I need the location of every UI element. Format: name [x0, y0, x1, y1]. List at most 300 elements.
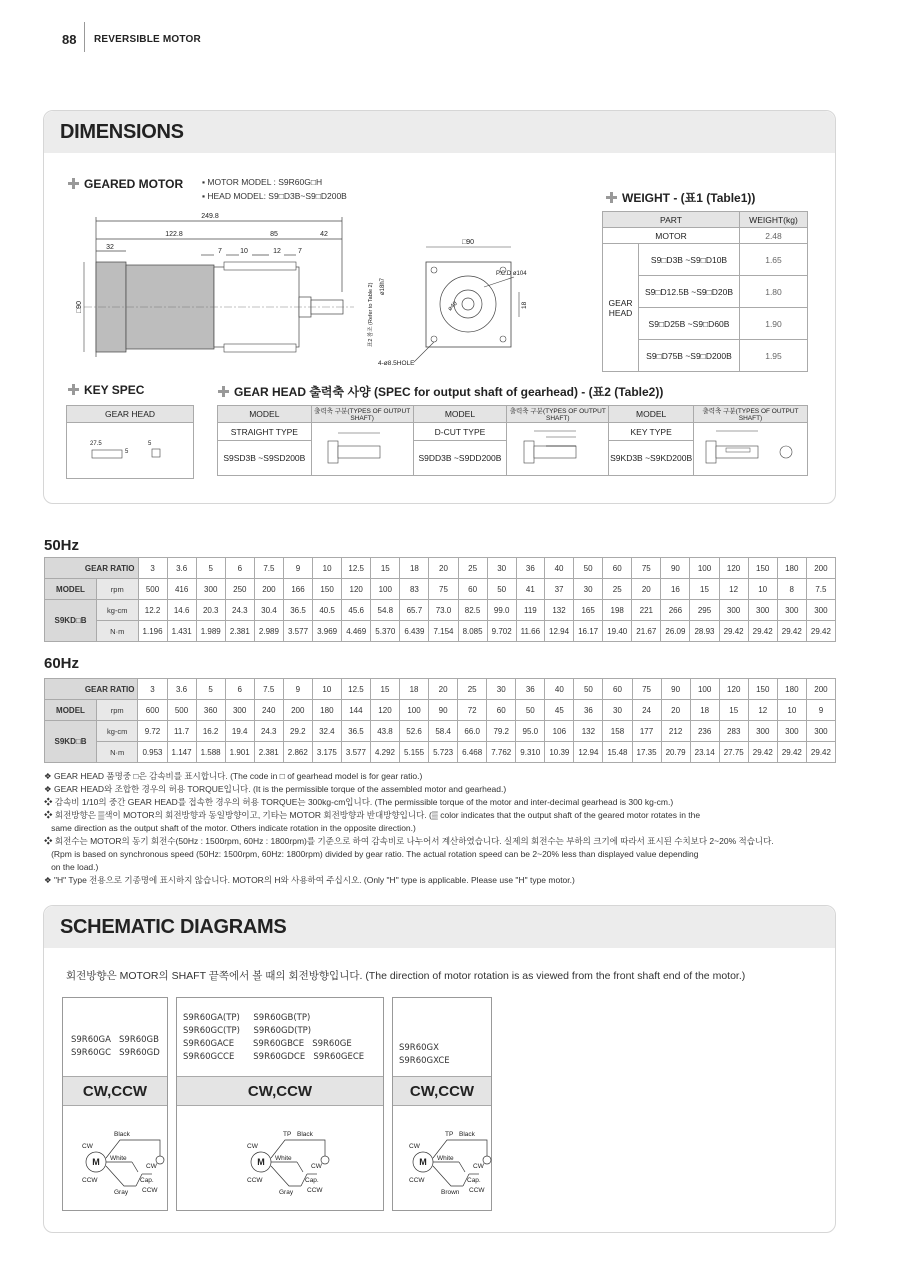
ratio-cell: 25 — [458, 679, 487, 700]
dim-boss: ø40 — [447, 300, 459, 313]
dim-18: 18 — [521, 301, 528, 309]
dim-shaft-dia: ø18h7 — [380, 277, 386, 295]
rpm-cell: 60 — [487, 700, 516, 721]
nm-cell: 1.989 — [196, 621, 225, 642]
nm-cell: 3.175 — [312, 742, 341, 763]
geared-motor-heading — [68, 177, 183, 191]
kgcm-cell: 14.6 — [167, 600, 196, 621]
ratio-cell: 36 — [516, 679, 545, 700]
header-divider — [84, 22, 85, 52]
kgcm-cell: 106 — [545, 721, 574, 742]
nm-cell: 2.381 — [254, 742, 283, 763]
table-50hz-title: 50Hz — [44, 537, 80, 554]
kgcm-cell: 20.3 — [196, 600, 225, 621]
nm-cell: 1.901 — [225, 742, 254, 763]
nm-cell: 4.469 — [342, 621, 371, 642]
note-line: ❖ 감속비 1/10의 중간 GEAR HEAD를 접속한 경우의 허용 TORQUE는 300kg-cm입니다. (The permissible torque of the motor and inter-decimal gearhead is 300 kg-cm.) — [44, 797, 674, 807]
ratio-cell: 7.5 — [254, 679, 283, 700]
plus-icon — [218, 386, 229, 397]
kgcm-cell: 119 — [516, 600, 544, 621]
schematic-model-line: S9R60GA S9R60GB — [71, 1035, 159, 1045]
rpm-cell: 50 — [516, 700, 545, 721]
nm-cell: 12.94 — [574, 742, 603, 763]
rpm-cell: 45 — [545, 700, 574, 721]
dim-32: 32 — [106, 244, 114, 251]
table-60hz-title: 60Hz — [44, 655, 80, 672]
note-line: on the load.) — [44, 862, 99, 872]
rpm-cell: 24 — [632, 700, 661, 721]
kgcm-cell: 221 — [632, 600, 661, 621]
rpm-cell: 600 — [138, 700, 167, 721]
spec-col-type: 출력축 구분(TYPES OF OUTPUT SHAFT) — [693, 406, 807, 423]
schematic-intro: 회전방향은 MOTOR의 SHAFT 끝쪽에서 볼 때의 회전방향입니다. (The direction of motor rotation is as viewed from the front shaft end of the motor.) — [66, 970, 746, 982]
rpm-cell: 50 — [487, 579, 516, 600]
key-shaft-svg — [696, 423, 804, 473]
nm-cell: 8.085 — [458, 621, 487, 642]
nm-cell: 9.310 — [516, 742, 545, 763]
weight-row-value: 1.95 — [740, 340, 808, 372]
kgcm-cell: 158 — [603, 721, 632, 742]
spec-type-model: S9DD3B ~S9DD200B — [413, 441, 507, 476]
ratio-cell: 120 — [719, 679, 748, 700]
dim-7a: 7 — [218, 248, 222, 255]
wire-cw2: CW — [311, 1163, 322, 1170]
key-spec-table — [66, 405, 194, 479]
key-spec-drawing — [67, 423, 194, 479]
nm-cell: 4.292 — [370, 742, 399, 763]
rpm-cell: 12 — [748, 700, 777, 721]
gear-ratio-label: GEAR RATIO — [84, 684, 135, 694]
nm-cell: 28.93 — [690, 621, 719, 642]
wiring-diagram — [80, 1116, 170, 1206]
weight-row-model: S9□D25B ~S9□D60B — [639, 308, 740, 340]
rotation-label: CW,CCW — [393, 1076, 491, 1106]
dim-body: 122.8 — [165, 231, 183, 238]
rpm-cell: 9 — [806, 700, 835, 721]
nm-cell: 2.862 — [283, 742, 312, 763]
nm-cell: 2.989 — [254, 621, 283, 642]
weight-gear-head-label: GEAR HEAD — [603, 244, 639, 372]
wire-cw: CW — [82, 1143, 93, 1150]
weight-row-value: 1.80 — [740, 276, 808, 308]
plus-icon — [68, 384, 79, 395]
kgcm-label: kg-cm — [97, 600, 139, 621]
ratio-cell: 150 — [748, 558, 777, 579]
rpm-cell: 41 — [516, 579, 544, 600]
nm-label: N·m — [97, 621, 139, 642]
rpm-cell: 240 — [254, 700, 283, 721]
nm-cell: 29.42 — [719, 621, 748, 642]
nm-cell: 7.762 — [487, 742, 516, 763]
kgcm-cell: 32.4 — [312, 721, 341, 742]
wire-top: Black — [459, 1131, 475, 1138]
ratio-cell: 180 — [777, 558, 806, 579]
kgcm-cell: 165 — [574, 600, 603, 621]
ratio-cell: 50 — [574, 558, 603, 579]
straight-shaft-drawing — [311, 423, 413, 476]
wire-cap: Cap. — [305, 1177, 319, 1184]
nm-cell: 6.439 — [400, 621, 429, 642]
weight-row-model: S9□D3B ~S9□D10B — [639, 244, 740, 276]
wire-mid: White — [437, 1155, 454, 1162]
key-spec-label: KEY SPEC — [84, 383, 145, 397]
kgcm-cell: 40.5 — [313, 600, 342, 621]
key-dim-1: 27.5 — [90, 440, 102, 447]
nm-cell: 29.42 — [806, 621, 835, 642]
spec-type-name: STRAIGHT TYPE — [218, 423, 312, 441]
spec-type-model: S9KD3B ~S9KD200B — [609, 441, 694, 476]
wire-ccw2: CCW — [142, 1187, 158, 1194]
nm-cell: 3.577 — [283, 621, 312, 642]
ratio-cell: 30 — [487, 558, 516, 579]
ratio-cell: 150 — [748, 679, 777, 700]
rpm-cell: 300 — [225, 700, 254, 721]
schematic-model-line: S9R60GA(TP) S9R60GB(TP) — [183, 1013, 311, 1023]
kgcm-cell: 45.6 — [342, 600, 371, 621]
kgcm-cell: 95.0 — [516, 721, 545, 742]
kgcm-cell: 82.5 — [458, 600, 487, 621]
nm-cell: 1.431 — [167, 621, 196, 642]
kgcm-cell: 212 — [661, 721, 690, 742]
ratio-cell: 20 — [429, 679, 458, 700]
schematic-model-line: S9R60GACE S9R60GBCE S9R60GE — [183, 1039, 352, 1049]
note-line: ❖ 회전수는 MOTOR의 동기 회전수(50Hz : 1500rpm, 60Hz : 1800rpm)를 기준으로 하여 감속비로 나누어서 계산하였습니다. 실제의 회전수는 부하의 크기에 따라서 표시된 수치보다 2~20% 적습니다. — [44, 836, 774, 846]
nm-cell: 16.17 — [574, 621, 603, 642]
notes — [44, 770, 844, 887]
ratio-cell: 6 — [225, 679, 254, 700]
kgcm-cell: 132 — [574, 721, 603, 742]
wiring-diagram — [245, 1116, 335, 1206]
kgcm-cell: 65.7 — [400, 600, 429, 621]
ratio-cell: 36 — [516, 558, 544, 579]
nm-cell: 7.154 — [429, 621, 458, 642]
nm-cell: 29.42 — [777, 742, 806, 763]
wire-bottom: Gray — [279, 1189, 294, 1196]
rpm-cell: 120 — [342, 579, 371, 600]
dim-gear: 85 — [270, 231, 278, 238]
wire-bottom: Brown — [441, 1189, 460, 1196]
rpm-cell: 300 — [196, 579, 225, 600]
rpm-cell: 90 — [429, 700, 458, 721]
nm-cell: 23.14 — [690, 742, 719, 763]
ratio-cell: 200 — [806, 679, 835, 700]
ratio-cell: 9 — [283, 679, 312, 700]
dim-pcd: P.C.D ø104 — [496, 271, 527, 277]
wire-mid: White — [275, 1155, 292, 1162]
dim-shaft: 42 — [320, 231, 328, 238]
schematic-model-line: S9R60GXCE — [399, 1056, 450, 1066]
gear-head-spec-table — [217, 405, 808, 476]
nm-cell: 29.42 — [748, 742, 777, 763]
head-model-text: ▪ HEAD MODEL: S9□D3B~S9□D200B — [202, 191, 347, 201]
spec-col-type: 출력축 구분(TYPES OF OUTPUT SHAFT) — [311, 406, 413, 423]
wire-ccw: CCW — [247, 1177, 263, 1184]
rpm-cell: 36 — [574, 700, 603, 721]
kgcm-cell: 177 — [632, 721, 661, 742]
kgcm-cell: 79.2 — [487, 721, 516, 742]
ratio-cell: 9 — [283, 558, 312, 579]
ratio-cell: 3.6 — [167, 558, 196, 579]
dim-total: 249.8 — [201, 213, 219, 220]
dcut-shaft-drawing — [507, 423, 609, 476]
wire-cw2: CW — [473, 1163, 484, 1170]
wire-cw: CW — [247, 1143, 258, 1150]
ratio-cell: 200 — [806, 558, 835, 579]
rpm-cell: 200 — [254, 579, 283, 600]
ratio-cell: 50 — [574, 679, 603, 700]
kgcm-cell: 9.72 — [138, 721, 167, 742]
ratio-cell: 90 — [661, 558, 690, 579]
rpm-cell: 60 — [458, 579, 487, 600]
rpm-cell: 20 — [661, 700, 690, 721]
note-line: ❖ "H" Type 전용으로 기종명에 표시하지 않습니다. MOTOR의 H와 사용하여 주십시오. (Only "H" type is applicable. Please use "H" type motor.) — [44, 875, 575, 885]
wiring-diagram — [407, 1116, 497, 1206]
page-number: 88 — [62, 32, 77, 47]
schematic-model-line: S9R60GC S9R60GD — [71, 1048, 160, 1058]
rpm-cell: 150 — [313, 579, 342, 600]
weight-col-part: PART — [603, 212, 740, 228]
weight-label: WEIGHT - (표1 (Table1)) — [622, 191, 756, 205]
motor-model: MOTOR MODEL : S9R60G□H — [207, 177, 323, 187]
dim-hole: 4-ø8.5HOLE — [378, 360, 415, 367]
nm-cell: 29.42 — [777, 621, 806, 642]
rpm-cell: 100 — [400, 700, 429, 721]
ratio-cell: 5 — [196, 558, 225, 579]
nm-cell: 6.468 — [458, 742, 487, 763]
wire-top: Black — [114, 1131, 130, 1138]
kgcm-cell: 24.3 — [225, 600, 254, 621]
weight-row-model: S9□D75B ~S9□D200B — [639, 340, 740, 372]
note-line: ❖ GEAR HEAD와 조합한 경우의 허용 TORQUE입니다. (It is the permissible torque of the assembled motor and gearhead.) — [44, 784, 507, 794]
rpm-cell: 15 — [690, 579, 719, 600]
schematic-model-line: S9R60GCCE S9R60GDCE S9R60GECE — [183, 1052, 365, 1062]
table-50hz — [44, 557, 836, 642]
rpm-cell: 83 — [400, 579, 429, 600]
nm-cell: 10.39 — [545, 742, 574, 763]
gear-ratio-label: GEAR RATIO — [84, 563, 135, 573]
dim-7b: 7 — [298, 248, 302, 255]
weight-table — [602, 211, 808, 372]
dimensions-title: DIMENSIONS — [60, 121, 184, 143]
kgcm-cell: 29.2 — [283, 721, 312, 742]
spec-type-name: D-CUT TYPE — [413, 423, 507, 441]
schematic-model-line: S9R60GX — [399, 1043, 439, 1053]
rotation-label: CW,CCW — [63, 1076, 167, 1106]
nm-cell: 21.67 — [632, 621, 661, 642]
weight-heading — [606, 189, 755, 206]
ratio-cell: 60 — [603, 679, 632, 700]
plus-icon — [68, 178, 79, 189]
nm-cell: 17.35 — [632, 742, 661, 763]
note-line: (Rpm is based on synchronous speed (50Hz: 1500rpm, 60Hz: 1800rpm) divided by gear ratio. The actual rotation speed can be 2~20% less than displayed value depending — [44, 849, 699, 859]
ratio-cell: 7.5 — [254, 558, 283, 579]
nm-cell: 1.196 — [138, 621, 167, 642]
geared-motor-drawing — [74, 207, 528, 367]
kgcm-cell: 36.5 — [283, 600, 312, 621]
nm-cell: 27.75 — [719, 742, 748, 763]
spec-col-model: MODEL — [218, 406, 312, 423]
wire-tp: TP — [445, 1131, 454, 1138]
spec-col-model: MODEL — [413, 406, 507, 423]
kgcm-cell: 300 — [806, 600, 835, 621]
schematic-model-line: S9R60GC(TP) S9R60GD(TP) — [183, 1026, 312, 1036]
nm-cell: 5.370 — [371, 621, 400, 642]
ratio-cell: 5 — [196, 679, 225, 700]
ratio-cell: 180 — [777, 679, 806, 700]
dim-square: □90 — [76, 300, 83, 314]
rpm-cell: 250 — [225, 579, 254, 600]
wire-ccw: CCW — [82, 1177, 98, 1184]
ratio-cell: 15 — [370, 679, 399, 700]
nm-cell: 1.588 — [196, 742, 225, 763]
kgcm-cell: 300 — [806, 721, 835, 742]
ratio-cell: 3.6 — [167, 679, 196, 700]
kgcm-cell: 198 — [603, 600, 632, 621]
model-header: MODEL — [45, 700, 97, 721]
wire-tp: TP — [283, 1131, 292, 1138]
schematic-box — [62, 997, 168, 1211]
schematic-models — [71, 1034, 160, 1060]
rpm-cell: 416 — [167, 579, 196, 600]
nm-cell: 0.953 — [138, 742, 167, 763]
gear-ratio-header — [45, 558, 139, 579]
nm-cell: 3.577 — [341, 742, 370, 763]
model-name: S9KD□B — [45, 600, 97, 642]
ratio-cell: 120 — [719, 558, 748, 579]
rpm-cell: 72 — [458, 700, 487, 721]
dim-square-front: □90 — [461, 239, 475, 246]
nm-cell: 5.155 — [400, 742, 429, 763]
ratio-cell: 12.5 — [341, 679, 370, 700]
nm-cell: 12.94 — [544, 621, 573, 642]
rotation-label: CW,CCW — [177, 1076, 383, 1106]
model-name: S9KD□B — [45, 721, 97, 763]
motor-m: M — [257, 1157, 265, 1167]
rpm-cell: 180 — [312, 700, 341, 721]
kgcm-cell: 43.8 — [370, 721, 399, 742]
kgcm-cell: 300 — [748, 721, 777, 742]
motor-m: M — [92, 1157, 100, 1167]
geared-motor-label: GEARED MOTOR — [84, 177, 184, 191]
weight-row-value: 1.65 — [740, 244, 808, 276]
kgcm-cell: 11.7 — [167, 721, 196, 742]
rpm-cell: 12 — [719, 579, 748, 600]
ratio-cell: 3 — [138, 558, 167, 579]
wire-top: Black — [297, 1131, 313, 1138]
weight-motor-label: MOTOR — [603, 228, 740, 244]
ratio-cell: 100 — [690, 679, 719, 700]
ratio-cell: 30 — [487, 679, 516, 700]
nm-cell: 19.40 — [603, 621, 632, 642]
kgcm-cell: 300 — [777, 721, 806, 742]
dimensions-header — [44, 111, 835, 153]
nm-cell: 15.48 — [603, 742, 632, 763]
kgcm-cell: 19.4 — [225, 721, 254, 742]
key-drawing — [70, 425, 190, 475]
ratio-cell: 75 — [632, 558, 661, 579]
nm-cell: 26.09 — [661, 621, 690, 642]
ratio-cell: 75 — [632, 679, 661, 700]
nm-cell: 9.702 — [487, 621, 516, 642]
ratio-cell: 18 — [400, 679, 429, 700]
rpm-cell: 16 — [661, 579, 690, 600]
kgcm-cell: 30.4 — [254, 600, 283, 621]
rpm-cell: 360 — [196, 700, 225, 721]
ratio-cell: 15 — [371, 558, 400, 579]
rpm-cell: 120 — [370, 700, 399, 721]
kgcm-cell: 283 — [719, 721, 748, 742]
motor-model-text: ▪ MOTOR MODEL : S9R60G□H — [202, 177, 323, 187]
kgcm-label: kg-cm — [97, 721, 138, 742]
kgcm-cell: 16.2 — [196, 721, 225, 742]
ratio-cell: 100 — [690, 558, 719, 579]
rpm-cell: 100 — [371, 579, 400, 600]
wire-ccw: CCW — [409, 1177, 425, 1184]
key-spec-heading — [68, 383, 144, 397]
dim-refer: 표2 참조 (Refer to Table 2) — [368, 282, 374, 347]
gear-ratio-header — [45, 679, 138, 700]
rpm-cell: 8 — [777, 579, 806, 600]
rpm-cell: 10 — [748, 579, 777, 600]
rpm-cell: 18 — [690, 700, 719, 721]
ratio-cell: 10 — [312, 679, 341, 700]
schematic-box — [392, 997, 492, 1211]
ratio-cell: 60 — [603, 558, 632, 579]
kgcm-cell: 66.0 — [458, 721, 487, 742]
wire-cw: CW — [409, 1143, 420, 1150]
gear-head-spec-heading — [218, 383, 663, 400]
rpm-cell: 144 — [341, 700, 370, 721]
weight-row-model: S9□D12.5B ~S9□D20B — [639, 276, 740, 308]
ratio-cell: 12.5 — [342, 558, 371, 579]
wire-cap: Cap. — [467, 1177, 481, 1184]
note-line: same direction as the output shaft of the motor. Others indicate rotation in the opposite direction.) — [44, 823, 416, 833]
schematic-title: SCHEMATIC DIAGRAMS — [60, 916, 287, 938]
kgcm-cell: 300 — [748, 600, 777, 621]
nm-cell: 3.969 — [313, 621, 342, 642]
rpm-label: rpm — [97, 579, 139, 600]
key-shaft-drawing — [693, 423, 807, 476]
rpm-cell: 30 — [574, 579, 603, 600]
rpm-cell: 500 — [167, 700, 196, 721]
kgcm-cell: 300 — [777, 600, 806, 621]
schematic-models — [183, 1012, 364, 1064]
ratio-cell: 18 — [400, 558, 429, 579]
kgcm-cell: 300 — [719, 600, 748, 621]
ratio-cell: 40 — [544, 558, 573, 579]
schematic-box — [176, 997, 384, 1211]
rpm-label: rpm — [97, 700, 138, 721]
weight-motor-value: 2.48 — [740, 228, 808, 244]
wire-ccw2: CCW — [469, 1187, 485, 1194]
wire-cap: Cap. — [140, 1177, 154, 1184]
rpm-cell: 15 — [719, 700, 748, 721]
rpm-cell: 30 — [603, 700, 632, 721]
nm-cell: 29.42 — [806, 742, 835, 763]
ratio-cell: 25 — [458, 558, 487, 579]
rpm-cell: 7.5 — [806, 579, 835, 600]
ratio-cell: 40 — [545, 679, 574, 700]
spec-col-type: 출력축 구분(TYPES OF OUTPUT SHAFT) — [507, 406, 609, 423]
rpm-cell: 166 — [283, 579, 312, 600]
key-spec-header: GEAR HEAD — [67, 406, 194, 423]
nm-cell: 5.723 — [429, 742, 458, 763]
kgcm-cell: 73.0 — [429, 600, 458, 621]
rpm-cell: 200 — [283, 700, 312, 721]
gear-head-spec-label: GEAR HEAD 출력축 사양 (SPEC for output shaft of gearhead) - (표2 (Table2)) — [234, 385, 664, 399]
spec-col-model: MODEL — [609, 406, 694, 423]
kgcm-cell: 52.6 — [400, 721, 429, 742]
